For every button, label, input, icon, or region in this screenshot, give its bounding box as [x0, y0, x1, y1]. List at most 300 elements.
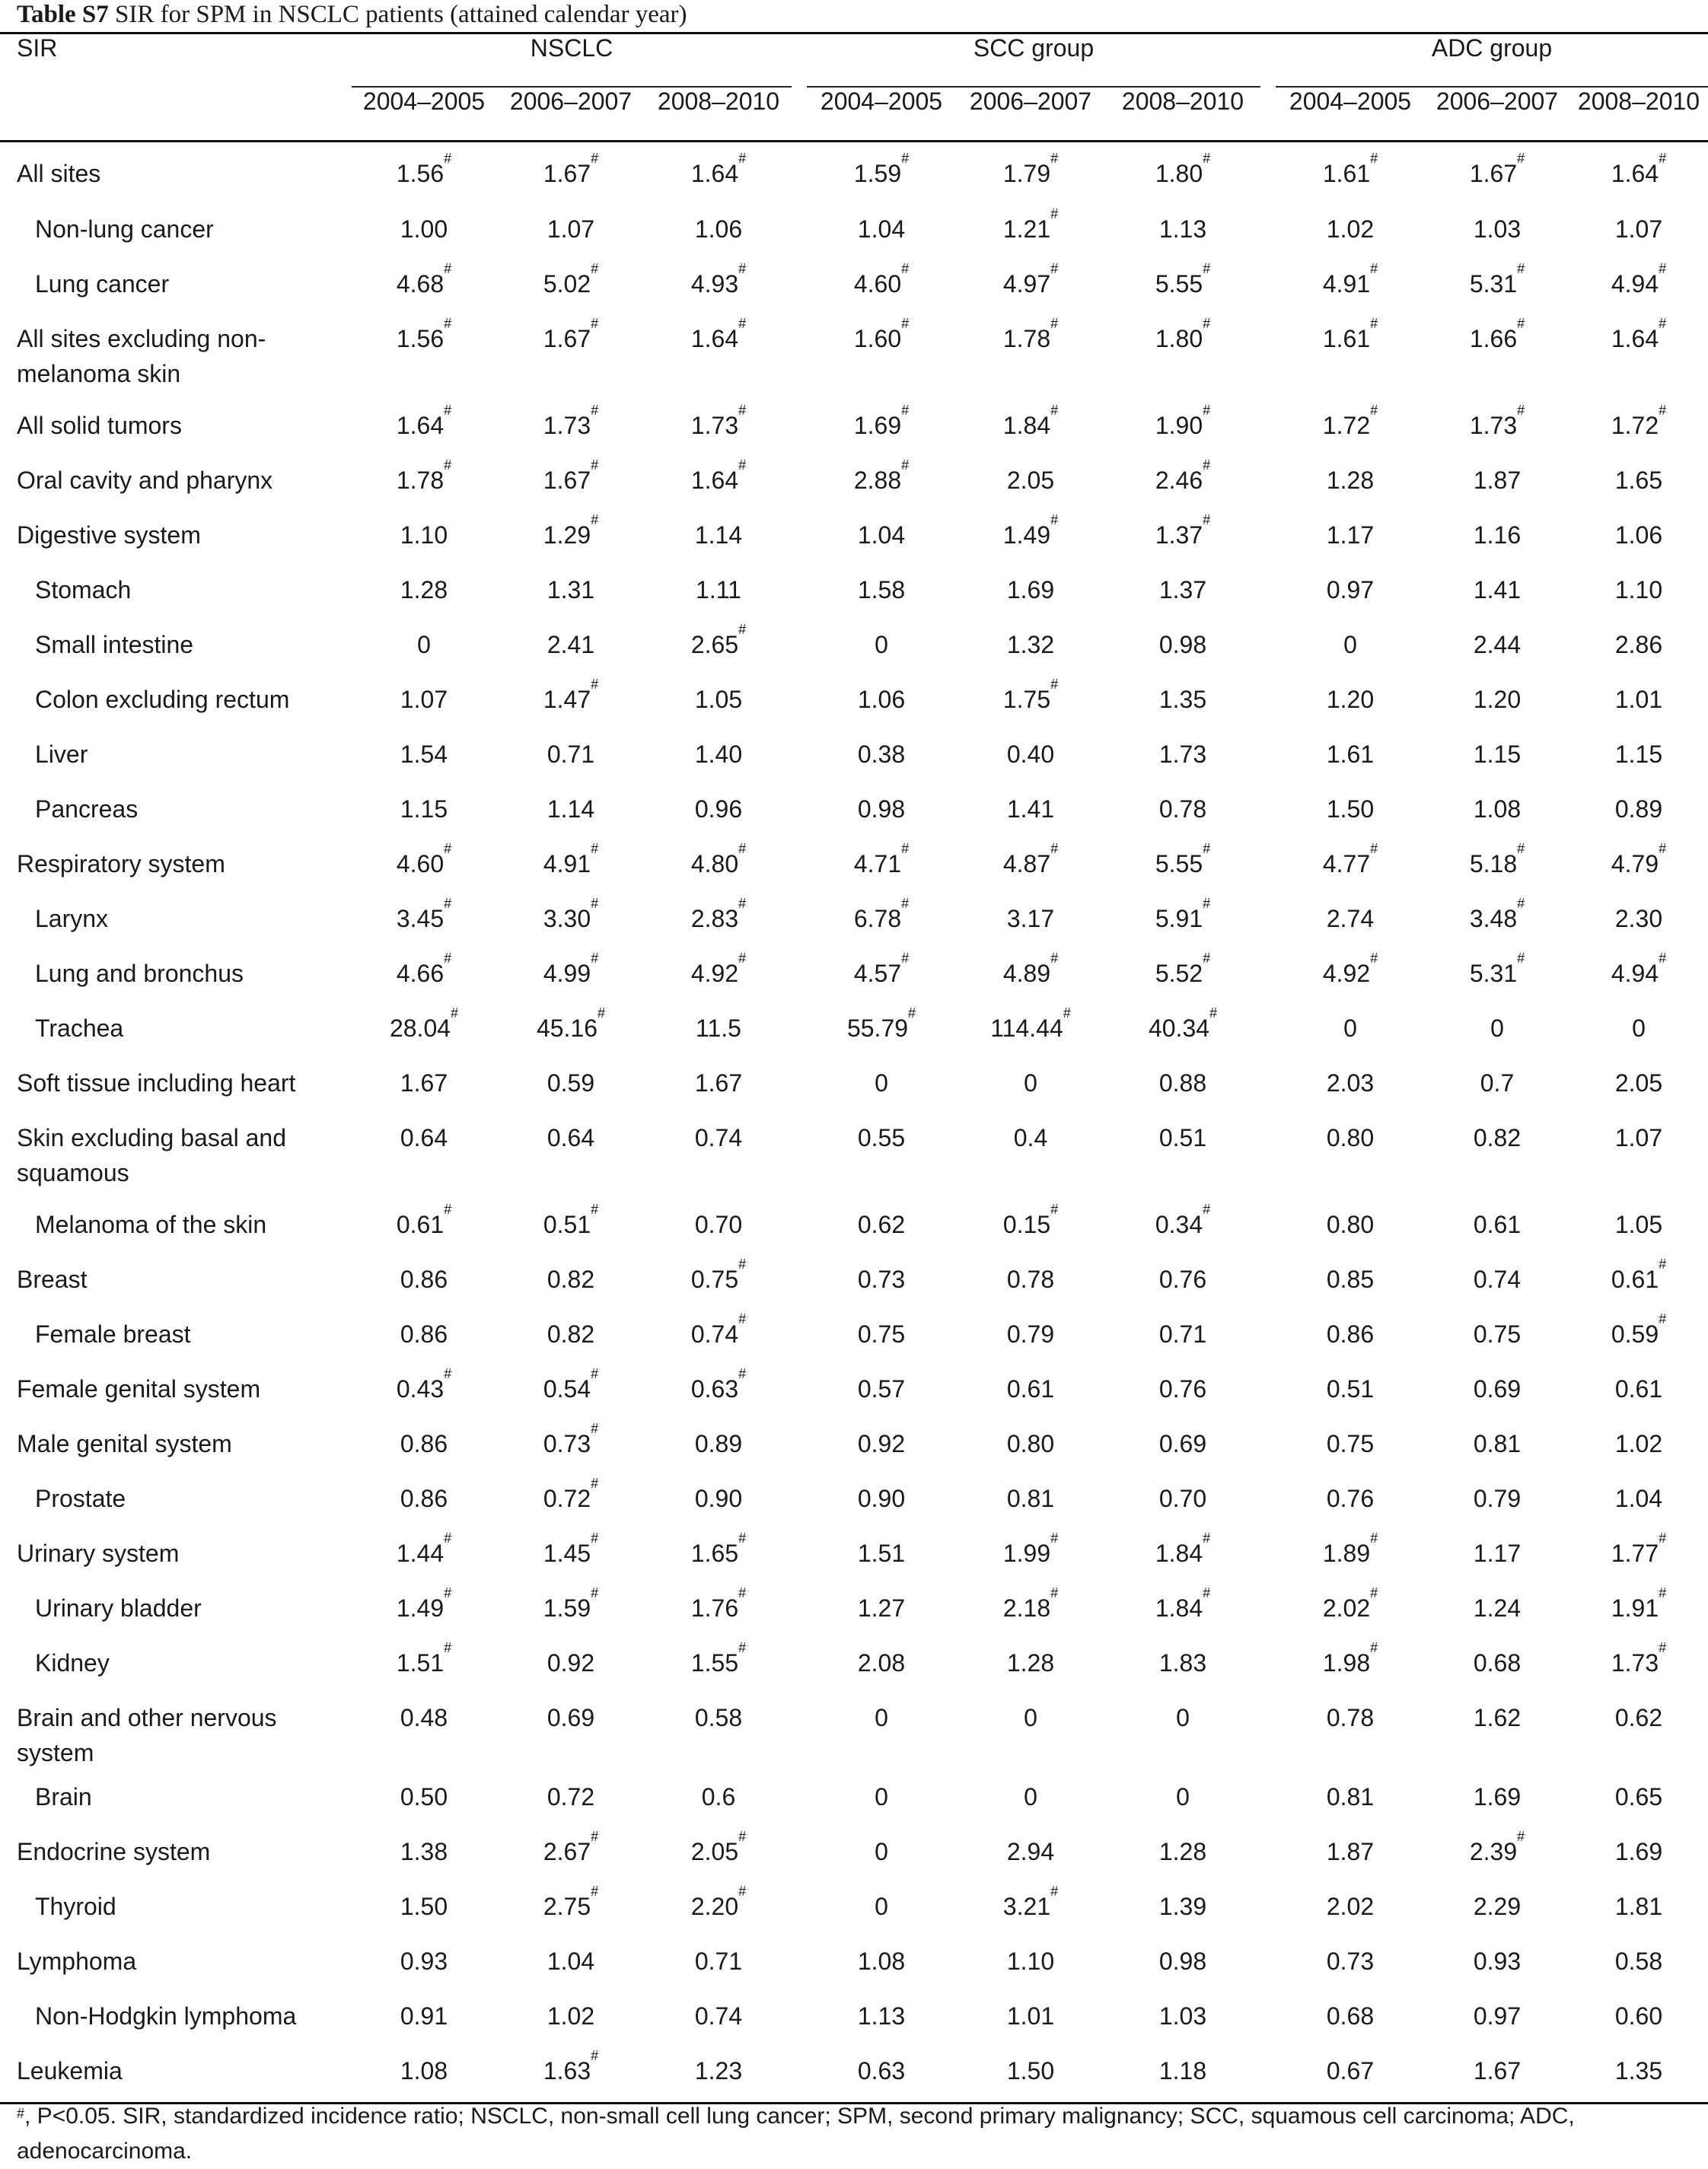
group-gap: [792, 1198, 807, 1253]
significance-mark: #: [738, 1365, 747, 1381]
sir-value-cell: 0.78: [1158, 795, 1207, 823]
significance-mark: #: [738, 1256, 747, 1272]
group-gap: [1260, 947, 1276, 1002]
period-header: 2008–2010: [1577, 87, 1700, 115]
group-gap: [1260, 837, 1276, 892]
sir-value-cell: 0.92: [546, 1648, 595, 1677]
significance-mark: #: [444, 950, 452, 966]
group-gap: [792, 2044, 807, 2104]
significance-mark: #: [738, 151, 747, 166]
sir-value-cell: 2.83#: [690, 895, 747, 932]
sir-value-cell: 2.65#: [690, 621, 747, 658]
significance-mark: #: [1370, 840, 1378, 856]
significance-mark: #: [1659, 1311, 1667, 1327]
significance-mark: #: [591, 315, 599, 331]
sir-value-cell: 1.90#: [1155, 402, 1211, 439]
sir-value-cell: 1.75#: [1002, 676, 1059, 713]
sir-value-cell: 1.15: [1614, 740, 1663, 768]
sir-value-cell: 1.08: [857, 1947, 906, 1975]
sir-value-cell: 0: [875, 1703, 888, 1731]
group-gap: [792, 1825, 807, 1880]
significance-mark: #: [738, 402, 747, 418]
significance-mark: #: [901, 402, 910, 418]
row-label: Small intestine: [35, 630, 194, 658]
sir-value-cell: 4.91#: [1322, 260, 1378, 298]
table-row: [0, 673, 1708, 728]
row-label: Stomach: [35, 575, 132, 604]
sir-value-cell: 3.48#: [1469, 895, 1525, 932]
significance-mark: #: [591, 1585, 599, 1600]
row-label: Respiratory system: [17, 849, 225, 877]
group-gap: [792, 892, 807, 947]
sir-value-cell: 1.08: [1473, 795, 1522, 823]
sir-value-cell: 0.74#: [690, 1311, 747, 1348]
sir-value-cell: 1.02: [1614, 1429, 1663, 1457]
group-gap: [792, 1691, 807, 1770]
sir-value-cell: 0.6: [701, 1782, 736, 1811]
sir-value-cell: 0.59: [546, 1069, 595, 1097]
sir-value-cell: 0.7: [1480, 1069, 1515, 1097]
table-row: [0, 1935, 1708, 1989]
row-label: Brain: [35, 1782, 92, 1811]
group-gap: [1260, 1581, 1276, 1636]
sir-value-cell: 1.04: [546, 1947, 595, 1975]
significance-mark: #: [1050, 1883, 1059, 1899]
sir-value-cell: 0.81: [1473, 1429, 1522, 1457]
sir-value-cell: 0.68: [1473, 1648, 1522, 1677]
sir-value-cell: 0.51: [1158, 1123, 1207, 1151]
sir-value-cell: 4.99#: [543, 950, 599, 987]
sir-value-cell: 0.79: [1006, 1320, 1055, 1348]
sir-value-cell: 1.10: [1614, 575, 1663, 604]
sir-value-cell: 1.87: [1473, 466, 1522, 494]
significance-mark: #: [1050, 511, 1059, 527]
sir-value-cell: 1.13: [857, 2002, 906, 2030]
group-header-scc: SCC group: [807, 33, 1260, 87]
sir-value-cell: 0.58: [694, 1703, 743, 1731]
sir-value-cell: 1.79#: [1002, 151, 1059, 187]
table-row: [0, 1636, 1708, 1691]
sir-value-cell: 1.66#: [1469, 315, 1525, 352]
sir-value-cell: 1.67#: [1469, 151, 1525, 187]
group-gap: [792, 728, 807, 782]
sir-value-cell: 1.58: [857, 575, 906, 604]
table-row: [0, 1198, 1708, 1253]
group-gap: [792, 837, 807, 892]
sir-value-cell: 1.49#: [1002, 511, 1059, 549]
significance-mark: #: [1517, 950, 1525, 966]
sir-value-cell: 4.87#: [1002, 840, 1059, 877]
sir-value-cell: 1.84#: [1155, 1530, 1211, 1567]
significance-mark: #: [591, 1883, 599, 1899]
sir-value-cell: 1.16: [1473, 521, 1522, 549]
sir-value-cell: 1.20: [1326, 685, 1375, 713]
group-gap: [792, 508, 807, 563]
sir-value-cell: 0.50: [400, 1782, 448, 1811]
sir-value-cell: 1.87: [1326, 1837, 1375, 1865]
sir-value-cell: 1.98#: [1322, 1639, 1378, 1677]
sir-value-cell: 2.02: [1326, 1892, 1375, 1920]
sir-value-cell: 1.45#: [543, 1530, 599, 1567]
footnote-mark: #: [17, 2106, 25, 2121]
sir-value-cell: 1.49#: [396, 1585, 452, 1622]
significance-mark: #: [1050, 840, 1059, 856]
sir-value-cell: 1.61#: [1322, 151, 1378, 187]
sir-value-cell: 2.05: [1006, 466, 1055, 494]
significance-mark: #: [1517, 402, 1525, 418]
sir-value-cell: 1.14: [546, 795, 595, 823]
significance-mark: #: [1203, 895, 1211, 911]
group-gap: [792, 257, 807, 312]
sir-value-cell: 0.78: [1326, 1703, 1375, 1731]
group-gap: [792, 947, 807, 1002]
table-row: [0, 1111, 1708, 1198]
sir-value-cell: 0.70: [1158, 1484, 1207, 1512]
table-row: [0, 1581, 1708, 1636]
table-row: [0, 257, 1708, 312]
significance-mark: #: [1370, 315, 1378, 331]
sir-value-cell: 0.75: [1326, 1429, 1375, 1457]
sir-value-cell: 1.67: [400, 1069, 448, 1097]
sir-value-cell: 11.5: [696, 1014, 741, 1042]
significance-mark: #: [901, 151, 910, 166]
row-label: Non-lung cancer: [35, 215, 214, 243]
sir-value-cell: 1.91#: [1611, 1585, 1667, 1622]
row-label: Urinary system: [17, 1539, 180, 1567]
significance-mark: #: [1517, 315, 1525, 331]
significance-mark: #: [1370, 151, 1378, 166]
sir-value-cell: 2.46#: [1155, 457, 1211, 494]
significance-mark: #: [1659, 840, 1667, 856]
sir-value-cell: 1.06: [694, 215, 743, 243]
group-gap: [1260, 1935, 1276, 1989]
sir-value-cell: 0.63: [807, 2044, 956, 2104]
sir-value-cell: 1.73#: [690, 402, 747, 439]
sir-value-cell: 5.18#: [1469, 840, 1525, 877]
sir-value-cell: 0.73: [1326, 1947, 1375, 1975]
period-header: 2004–2005: [820, 87, 943, 115]
group-gap: [792, 563, 807, 618]
significance-mark: #: [738, 1883, 747, 1899]
sir-value-cell: 1.03: [1473, 215, 1522, 243]
sir-value-cell: 0.75: [857, 1320, 906, 1348]
significance-mark: #: [1203, 151, 1211, 166]
row-label: All solid tumors: [17, 411, 182, 439]
significance-mark: #: [1050, 260, 1059, 276]
sir-value-cell: 2.75#: [543, 1883, 599, 1920]
row-label: Lymphoma: [17, 1947, 137, 1975]
significance-mark: #: [901, 260, 910, 276]
significance-mark: #: [901, 895, 910, 911]
sir-value-cell: 0.76: [1158, 1374, 1207, 1403]
sir-value-cell: 1.08: [352, 2044, 496, 2104]
group-gap: [1260, 1002, 1276, 1056]
sir-value-cell: 1.64#: [396, 402, 452, 439]
significance-mark: #: [444, 402, 452, 418]
sir-value-cell: 0: [875, 630, 888, 658]
row-label: Prostate: [35, 1484, 126, 1512]
sir-value-cell: 1.64#: [690, 457, 747, 494]
sir-value-cell: 1.80#: [1155, 151, 1211, 187]
sir-value-cell: 1.65#: [690, 1530, 747, 1567]
sir-value-cell: 4.97#: [1002, 260, 1059, 298]
sir-value-cell: 55.79#: [846, 1005, 916, 1042]
sir-value-cell: 0.59#: [1611, 1311, 1667, 1348]
sir-value-cell: 1.78#: [396, 457, 452, 494]
sir-value-cell: 0: [417, 630, 431, 658]
significance-mark: #: [1203, 402, 1211, 418]
sir-value-cell: 4.71#: [853, 840, 910, 877]
table-row: [0, 1002, 1708, 1056]
sir-value-cell: 1.61#: [1322, 315, 1378, 352]
table-caption: [17, 0, 687, 29]
sir-value-cell: 0.82: [546, 1320, 595, 1348]
row-label: Soft tissue including heart: [17, 1069, 296, 1097]
sir-value-cell: 1.50: [400, 1892, 448, 1920]
sir-value-cell: 0.76: [1158, 1265, 1207, 1293]
significance-mark: #: [444, 260, 452, 276]
sir-value-cell: 1.35: [1569, 2044, 1708, 2104]
table-row: [0, 1880, 1708, 1935]
sir-value-cell: 0.90: [857, 1484, 906, 1512]
significance-mark: #: [1659, 402, 1667, 418]
sir-value-cell: 0.75#: [690, 1256, 747, 1293]
row-label: All sites excluding non-melanoma skin: [17, 324, 266, 387]
sir-value-cell: 1.31: [546, 575, 595, 604]
row-label: Breast: [17, 1265, 88, 1293]
sir-value-cell: 2.30: [1614, 904, 1663, 932]
sir-value-cell: 1.41: [1006, 795, 1055, 823]
sir-value-cell: 5.31#: [1469, 950, 1525, 987]
significance-mark: #: [591, 1201, 599, 1217]
sir-value-cell: 1.28: [1158, 1837, 1207, 1865]
significance-mark: #: [591, 2047, 599, 2063]
significance-mark: #: [738, 895, 747, 911]
group-gap: [792, 1056, 807, 1111]
sir-value-cell: 1.21#: [1002, 205, 1059, 243]
significance-mark: #: [738, 1828, 747, 1844]
group-gap: [1260, 1636, 1276, 1691]
significance-mark: #: [1203, 1585, 1211, 1600]
sir-value-cell: 2.20#: [690, 1883, 747, 1920]
significance-mark: #: [1203, 1530, 1211, 1546]
group-gap: [1260, 257, 1276, 312]
sir-value-cell: 1.64#: [690, 315, 747, 352]
sir-value-cell: 5.31#: [1469, 260, 1525, 298]
table-row: [0, 1253, 1708, 1307]
sir-value-cell: 1.89#: [1322, 1530, 1378, 1567]
sir-value-cell: 0: [1024, 1703, 1037, 1731]
significance-mark: #: [1370, 402, 1378, 418]
footnote: [17, 2099, 1691, 2169]
sir-value-cell: 1.02: [546, 2002, 595, 2030]
group-gap: [792, 33, 807, 87]
sir-value-cell: 0.64: [546, 1123, 595, 1151]
significance-mark: #: [1050, 1201, 1059, 1217]
significance-mark: #: [1517, 260, 1525, 276]
sir-value-cell: 0.88: [1158, 1069, 1207, 1097]
row-label: Thyroid: [35, 1892, 116, 1920]
sir-table: [0, 32, 1708, 2104]
table-row: [0, 508, 1708, 563]
group-gap: [792, 1581, 807, 1636]
sir-value-cell: 0.70: [694, 1210, 743, 1238]
sir-value-cell: 1.83: [1158, 1648, 1207, 1677]
significance-mark: #: [1203, 1201, 1211, 1217]
group-gap: [1260, 563, 1276, 618]
significance-mark: #: [1659, 151, 1667, 166]
group-gap: [792, 312, 807, 399]
significance-mark: #: [1659, 950, 1667, 966]
group-gap: [1260, 1880, 1276, 1935]
sir-value-cell: 0.89: [694, 1429, 743, 1457]
sir-value-cell: 0.4: [1013, 1123, 1048, 1151]
significance-mark: #: [1050, 315, 1059, 331]
significance-mark: #: [444, 895, 452, 911]
group-gap: [792, 1253, 807, 1307]
group-gap: [1260, 1307, 1276, 1362]
sir-value-cell: 0.57: [857, 1374, 906, 1403]
significance-mark: #: [1370, 1639, 1378, 1655]
significance-mark: #: [1370, 1530, 1378, 1546]
sir-value-cell: 1.17: [1326, 521, 1375, 549]
sir-value-cell: 0: [1024, 1069, 1037, 1097]
significance-mark: #: [1659, 1639, 1667, 1655]
sir-value-cell: 4.94#: [1611, 950, 1667, 987]
sir-value-cell: 4.66#: [396, 950, 452, 987]
sir-value-cell: 0.63#: [690, 1365, 747, 1403]
sir-value-cell: 4.68#: [396, 260, 452, 298]
sir-value-cell: 1.06: [857, 685, 906, 713]
significance-mark: #: [591, 676, 599, 692]
group-gap: [1260, 1253, 1276, 1307]
sir-value-cell: 2.41: [546, 630, 595, 658]
sir-value-cell: 1.67: [1425, 2044, 1569, 2104]
significance-mark: #: [901, 950, 910, 966]
table-row: [0, 1527, 1708, 1581]
sir-value-cell: 1.10: [400, 521, 448, 549]
sir-value-cell: 0.79: [1473, 1484, 1522, 1512]
sir-value-cell: 1.14: [694, 521, 743, 549]
table-row: [0, 563, 1708, 618]
significance-mark: #: [1203, 457, 1211, 473]
group-gap: [1260, 87, 1276, 142]
sir-value-cell: 1.69: [1473, 1782, 1522, 1811]
sir-value-cell: 1.54: [400, 740, 448, 768]
sir-value-cell: 0: [1024, 1782, 1037, 1811]
significance-mark: #: [444, 1530, 452, 1546]
row-label-header: SIR: [0, 33, 352, 142]
sir-value-cell: 1.56#: [396, 151, 452, 187]
significance-mark: #: [591, 151, 599, 166]
table-row: [0, 2044, 1708, 2104]
row-label: Lung cancer: [35, 269, 170, 298]
sir-value-cell: 0.71: [546, 740, 595, 768]
sir-value-cell: 1.44#: [396, 1530, 452, 1567]
significance-mark: #: [591, 950, 599, 966]
sir-value-cell: 2.05: [1614, 1069, 1663, 1097]
period-header: 2006–2007: [509, 87, 633, 115]
sir-value-cell: 2.29: [1473, 1892, 1522, 1920]
sir-value-cell: 1.38: [400, 1837, 448, 1865]
sir-value-cell: 1.99#: [1002, 1530, 1059, 1567]
significance-mark: #: [1370, 950, 1378, 966]
sir-value-cell: 2.05#: [690, 1828, 747, 1865]
significance-mark: #: [901, 315, 910, 331]
row-label: All sites: [17, 160, 101, 187]
sir-value-cell: 0.90: [694, 1484, 743, 1512]
row-label: Non-Hodgkin lymphoma: [35, 2002, 297, 2030]
group-gap: [792, 1002, 807, 1056]
significance-mark: #: [591, 457, 599, 473]
sir-value-cell: 1.28: [400, 575, 448, 604]
sir-value-cell: 0.96: [694, 795, 743, 823]
significance-mark: #: [1050, 205, 1059, 221]
sir-value-cell: 1.28: [1006, 1648, 1055, 1677]
sir-value-cell: 1.80#: [1155, 315, 1211, 352]
sir-value-cell: 0.75: [1473, 1320, 1522, 1348]
sir-value-cell: 0.74: [694, 2002, 743, 2030]
group-gap: [792, 782, 807, 837]
sir-value-cell: 1.07: [1614, 215, 1663, 243]
significance-mark: #: [1370, 1585, 1378, 1600]
significance-mark: #: [591, 1475, 599, 1491]
sir-value-cell: 5.91#: [1155, 895, 1211, 932]
table-caption-text: SIR for SPM in NSCLC patients (attained calendar year): [115, 1, 687, 28]
sir-value-cell: 1.67#: [543, 151, 599, 187]
sir-value-cell: 1.63#: [496, 2044, 645, 2104]
sir-value-cell: 4.60#: [396, 840, 452, 877]
group-gap: [1260, 1825, 1276, 1880]
group-gap: [1260, 1989, 1276, 2044]
sir-value-cell: 1.15: [400, 795, 448, 823]
sir-value-cell: 1.04: [1614, 1484, 1663, 1512]
table-row: [0, 782, 1708, 837]
group-gap: [1260, 202, 1276, 257]
sir-value-cell: 45.16#: [536, 1005, 606, 1042]
sir-value-cell: 4.94#: [1611, 260, 1667, 298]
sir-value-cell: 4.93#: [690, 260, 747, 298]
significance-mark: #: [738, 950, 747, 966]
significance-mark: #: [1203, 315, 1211, 331]
significance-mark: #: [738, 1585, 747, 1600]
sir-value-cell: 1.01: [1614, 685, 1663, 713]
sir-value-cell: 0.58: [1614, 1947, 1663, 1975]
row-label: Kidney: [35, 1648, 110, 1677]
table-row: [0, 1691, 1708, 1770]
sir-value-cell: 1.60#: [853, 315, 910, 352]
sir-value-cell: 4.80#: [690, 840, 747, 877]
sir-value-cell: 1.41: [1473, 575, 1522, 604]
sir-value-cell: 2.88#: [853, 457, 910, 494]
sir-value-cell: 0.73: [857, 1265, 906, 1293]
row-label: Brain and other nervous system: [17, 1703, 277, 1766]
group-gap: [1260, 1691, 1276, 1770]
significance-mark: #: [738, 1530, 747, 1546]
table-row: [0, 202, 1708, 257]
sir-value-cell: 0.62: [1614, 1703, 1663, 1731]
significance-mark: #: [1203, 950, 1211, 966]
table-row: [0, 312, 1708, 399]
significance-mark: #: [591, 1530, 599, 1546]
sir-value-cell: 5.52#: [1155, 950, 1211, 987]
sir-value-cell: 0.34#: [1155, 1201, 1211, 1238]
sir-value-cell: 4.89#: [1002, 950, 1059, 987]
group-gap: [1260, 1472, 1276, 1527]
group-gap: [792, 1989, 807, 2044]
table-row: [0, 837, 1708, 892]
group-header-nsclc: NSCLC: [352, 33, 792, 87]
